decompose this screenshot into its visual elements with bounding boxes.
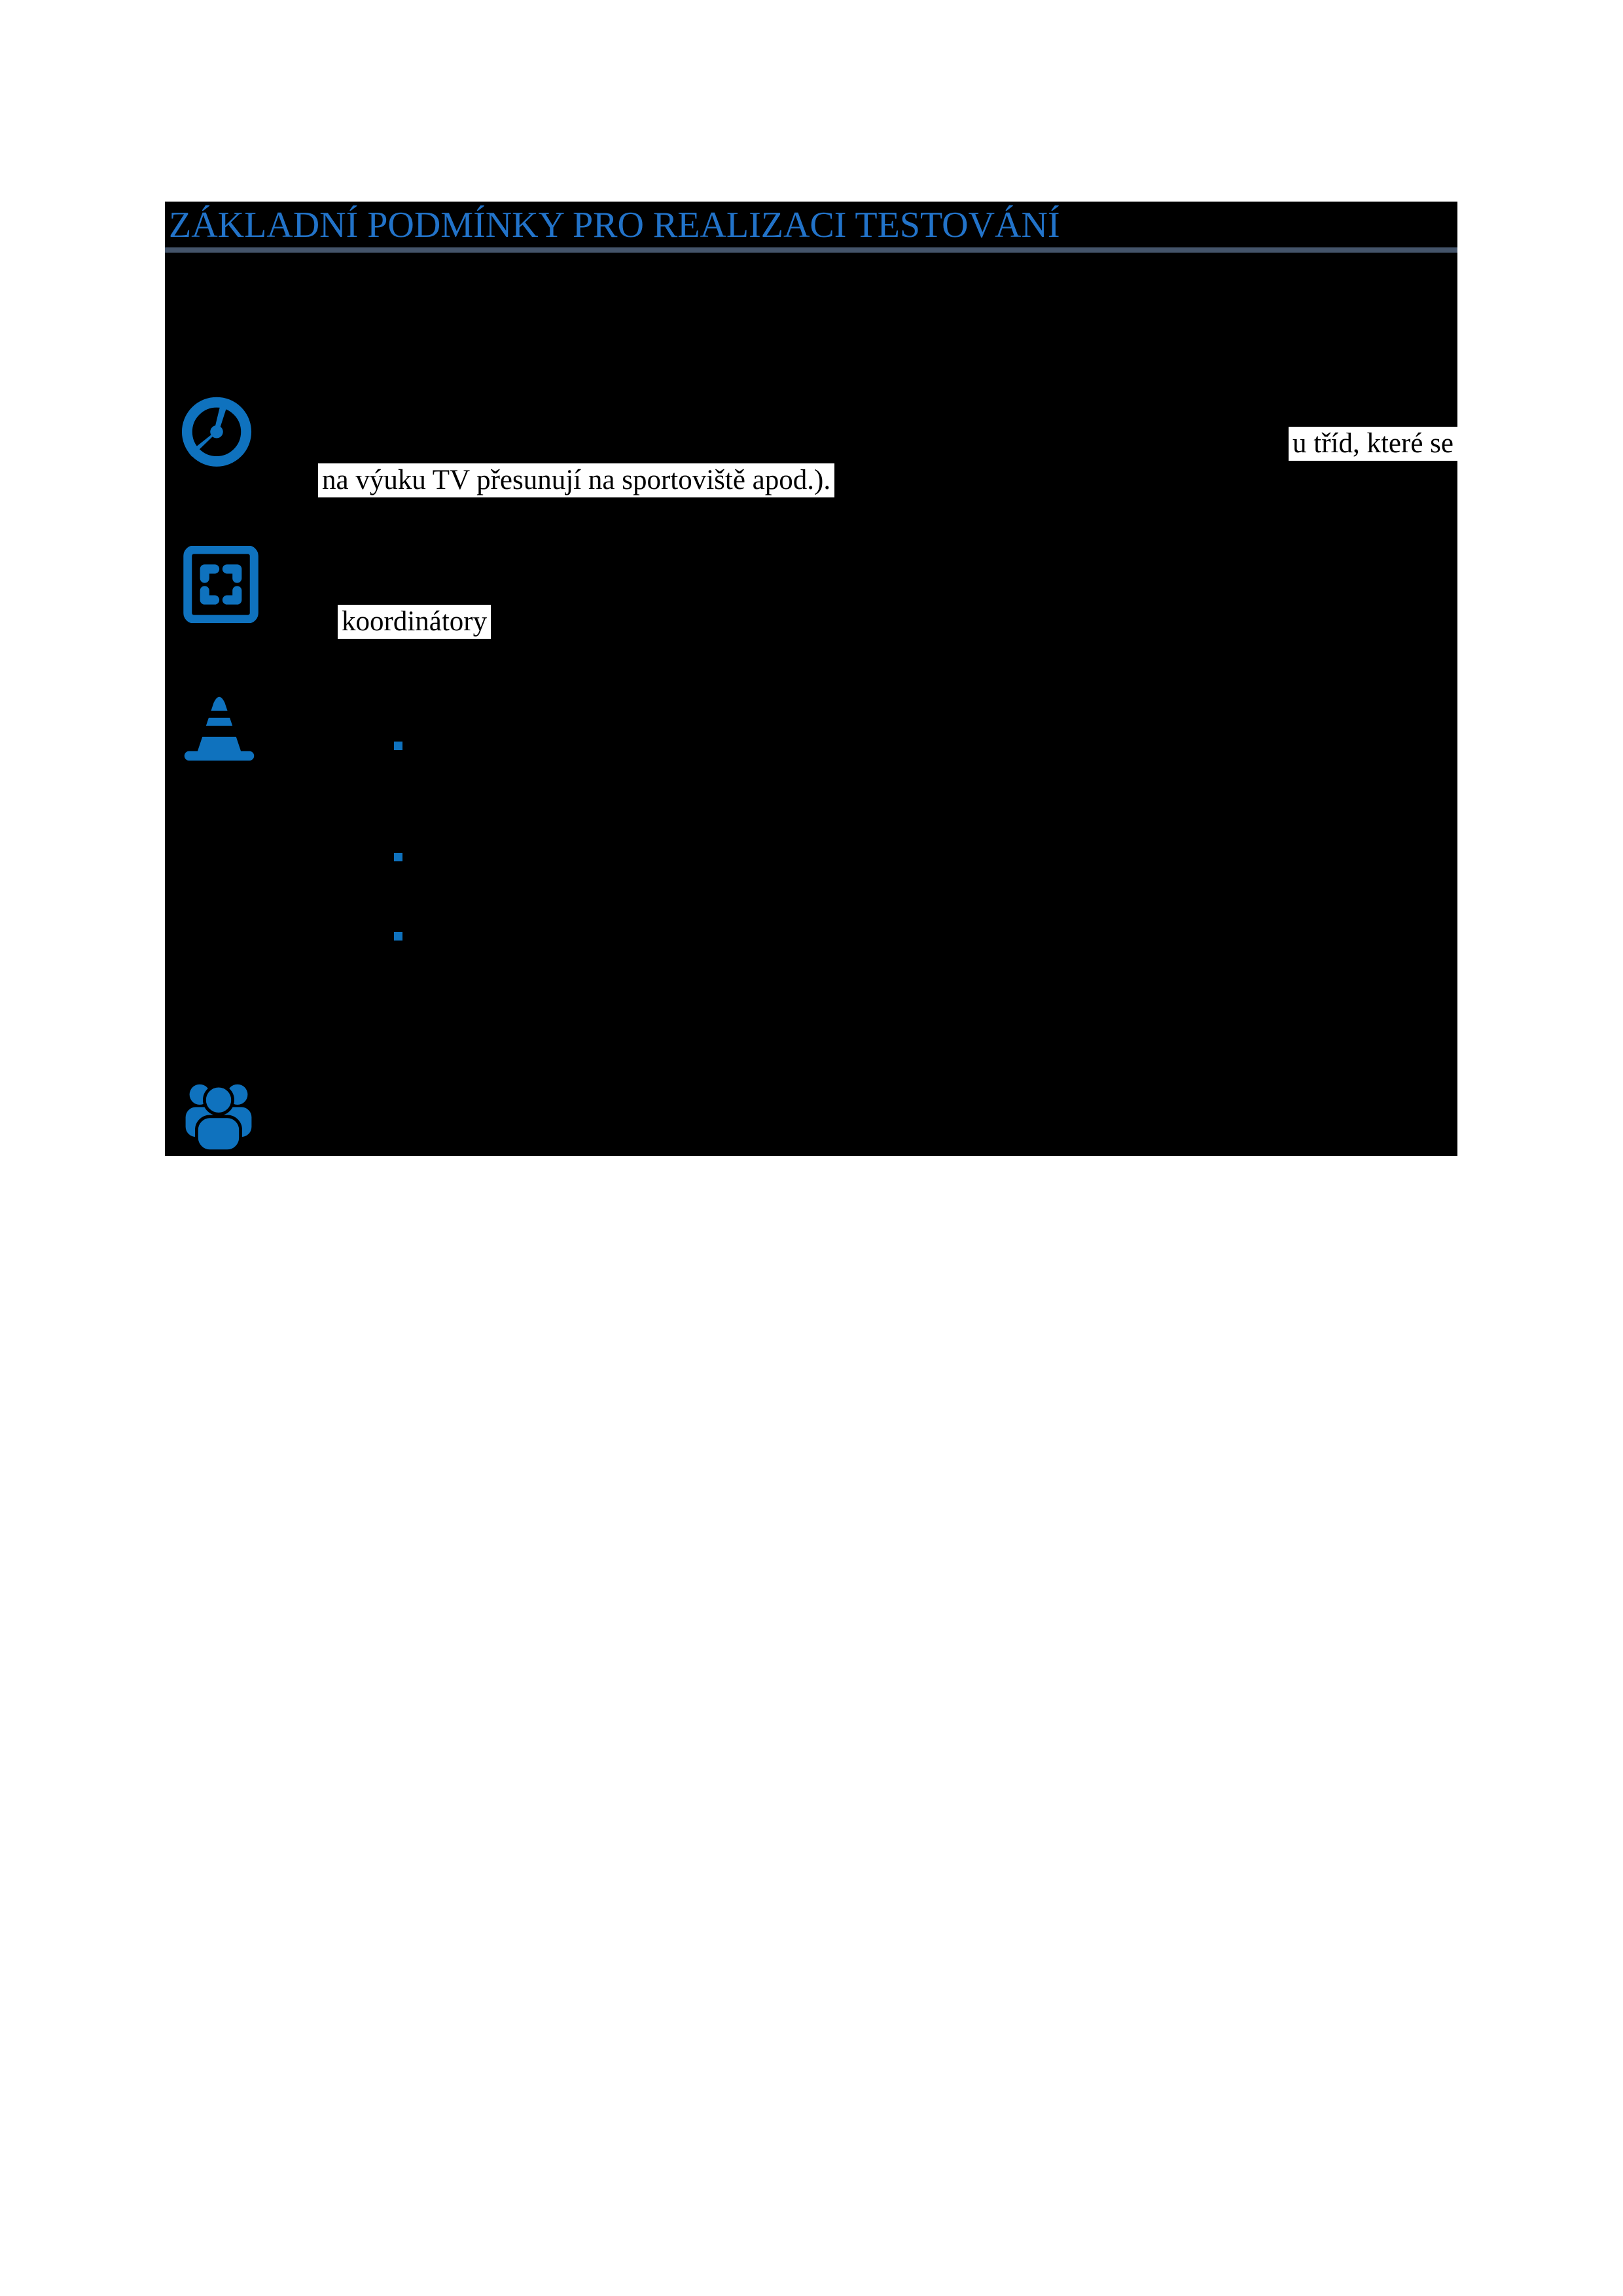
text-fragment-u-trid: u tříd, které se bbox=[1289, 427, 1457, 461]
traffic-cone-icon bbox=[179, 689, 260, 768]
heading-underline-rule bbox=[165, 247, 1457, 253]
heading-bar bbox=[165, 202, 1457, 247]
square-bullet bbox=[394, 932, 402, 941]
text-fragment-na-vyuku-tv: na výuku TV přesunují na sportoviště apod.). bbox=[318, 463, 834, 497]
square-bullet bbox=[394, 853, 402, 861]
square-bullet bbox=[394, 742, 402, 750]
clock-icon bbox=[175, 393, 259, 473]
text-fragment-koordinatory: koordinátory bbox=[338, 605, 491, 639]
page-title: ZÁKLADNÍ PODMÍNKY PRO REALIZACI TESTOVÁNÍ bbox=[169, 205, 1060, 245]
redacted-section bbox=[165, 253, 1457, 1156]
people-group-icon bbox=[179, 1071, 258, 1151]
frame-icon bbox=[182, 546, 260, 623]
